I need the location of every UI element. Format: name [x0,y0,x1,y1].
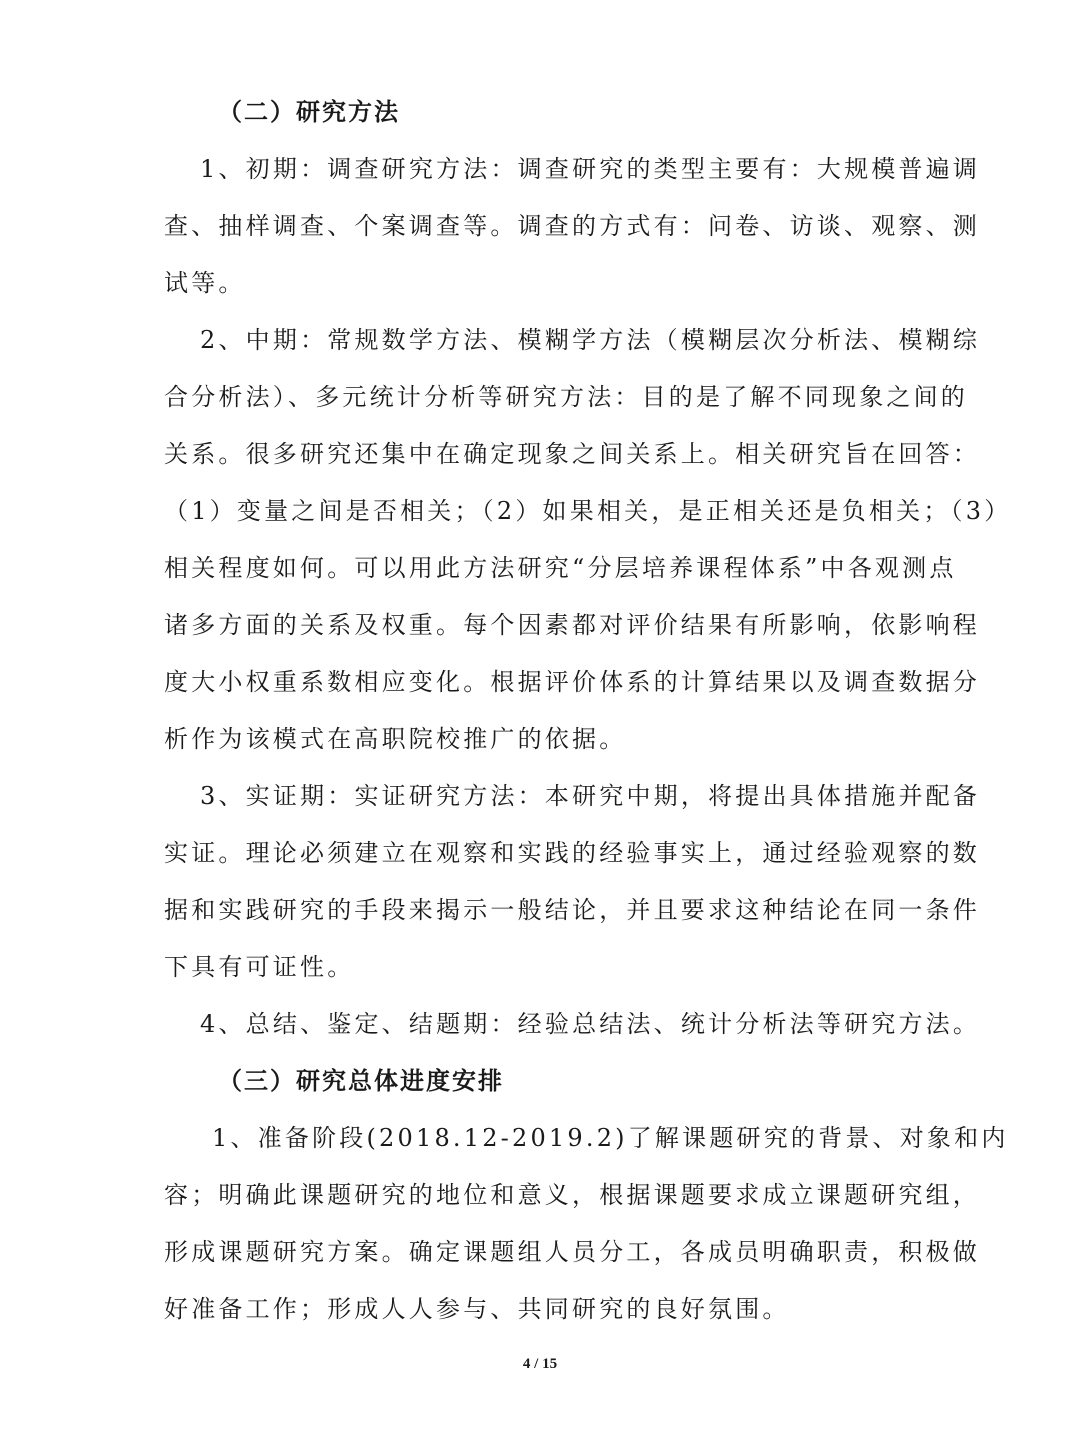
document-body [164,84,1012,1338]
paragraph-summary-phase [164,996,981,1053]
text-line: 关系。很多研究还集中在确定现象之间关系上。相关研究旨在回答： [164,440,980,468]
paragraph-preparation-stage [164,1110,1009,1338]
section-heading-overall-schedule: （三）研究总体进度安排 [218,1067,504,1095]
text-line: 查、抽样调查、个案调查等。调查的方式有：问卷、访谈、观察、测 [164,212,980,240]
text-line: 度大小权重系数相应变化。根据评价体系的计算结果以及调查数据分 [164,668,980,696]
paragraph-empirical-phase [164,768,981,996]
text-line: 好准备工作；形成人人参与、共同研究的良好氛围。 [164,1295,790,1323]
text-line: 试等。 [164,269,246,297]
text-line: 析作为该模式在高职院校推广的依据。 [164,725,627,753]
paragraph-initial-phase [164,141,981,312]
text-line: 形成课题研究方案。确定课题组人员分工，各成员明确职责，积极做 [164,1238,980,1266]
text-line: 实证。理论必须建立在观察和实践的经验事实上，通过经验观察的数 [164,839,980,867]
text-line: 诸多方面的关系及权重。每个因素都对评价结果有所影响，依影响程 [164,611,980,639]
text-line: 相关程度如何。可以用此方法研究“分层培养课程体系”中各观测点 [164,554,957,582]
page-number: 4 / 15 [522,1356,558,1372]
text-line: 2、中期：常规数学方法、模糊学方法（模糊层次分析法、模糊综 [200,326,981,354]
text-line: 3、实证期：实证研究方法：本研究中期，将提出具体措施并配备 [200,782,981,810]
text-line: 容；明确此课题研究的地位和意义，根据课题要求成立课题研究组， [164,1181,980,1209]
text-line: 1、准备阶段(2018.12-2019.2)了解课题研究的背景、对象和内 [212,1124,1009,1152]
text-line: 下具有可证性。 [164,953,355,981]
text-line: 4、总结、鉴定、结题期：经验总结法、统计分析法等研究方法。 [200,1010,981,1038]
paragraph-middle-phase [164,312,1012,768]
text-line: 据和实践研究的手段来揭示一般结论，并且要求这种结论在同一条件 [164,896,980,924]
section-heading-research-methods: （二）研究方法 [218,98,400,126]
text-line: 1、初期：调查研究方法：调查研究的类型主要有：大规模普遍调 [200,155,981,183]
text-line: （1）变量之间是否相关；（2）如果相关，是正相关还是负相关；（3） [164,497,1012,525]
text-line: 合分析法）、多元统计分析等研究方法：目的是了解不同现象之间的 [164,383,968,411]
